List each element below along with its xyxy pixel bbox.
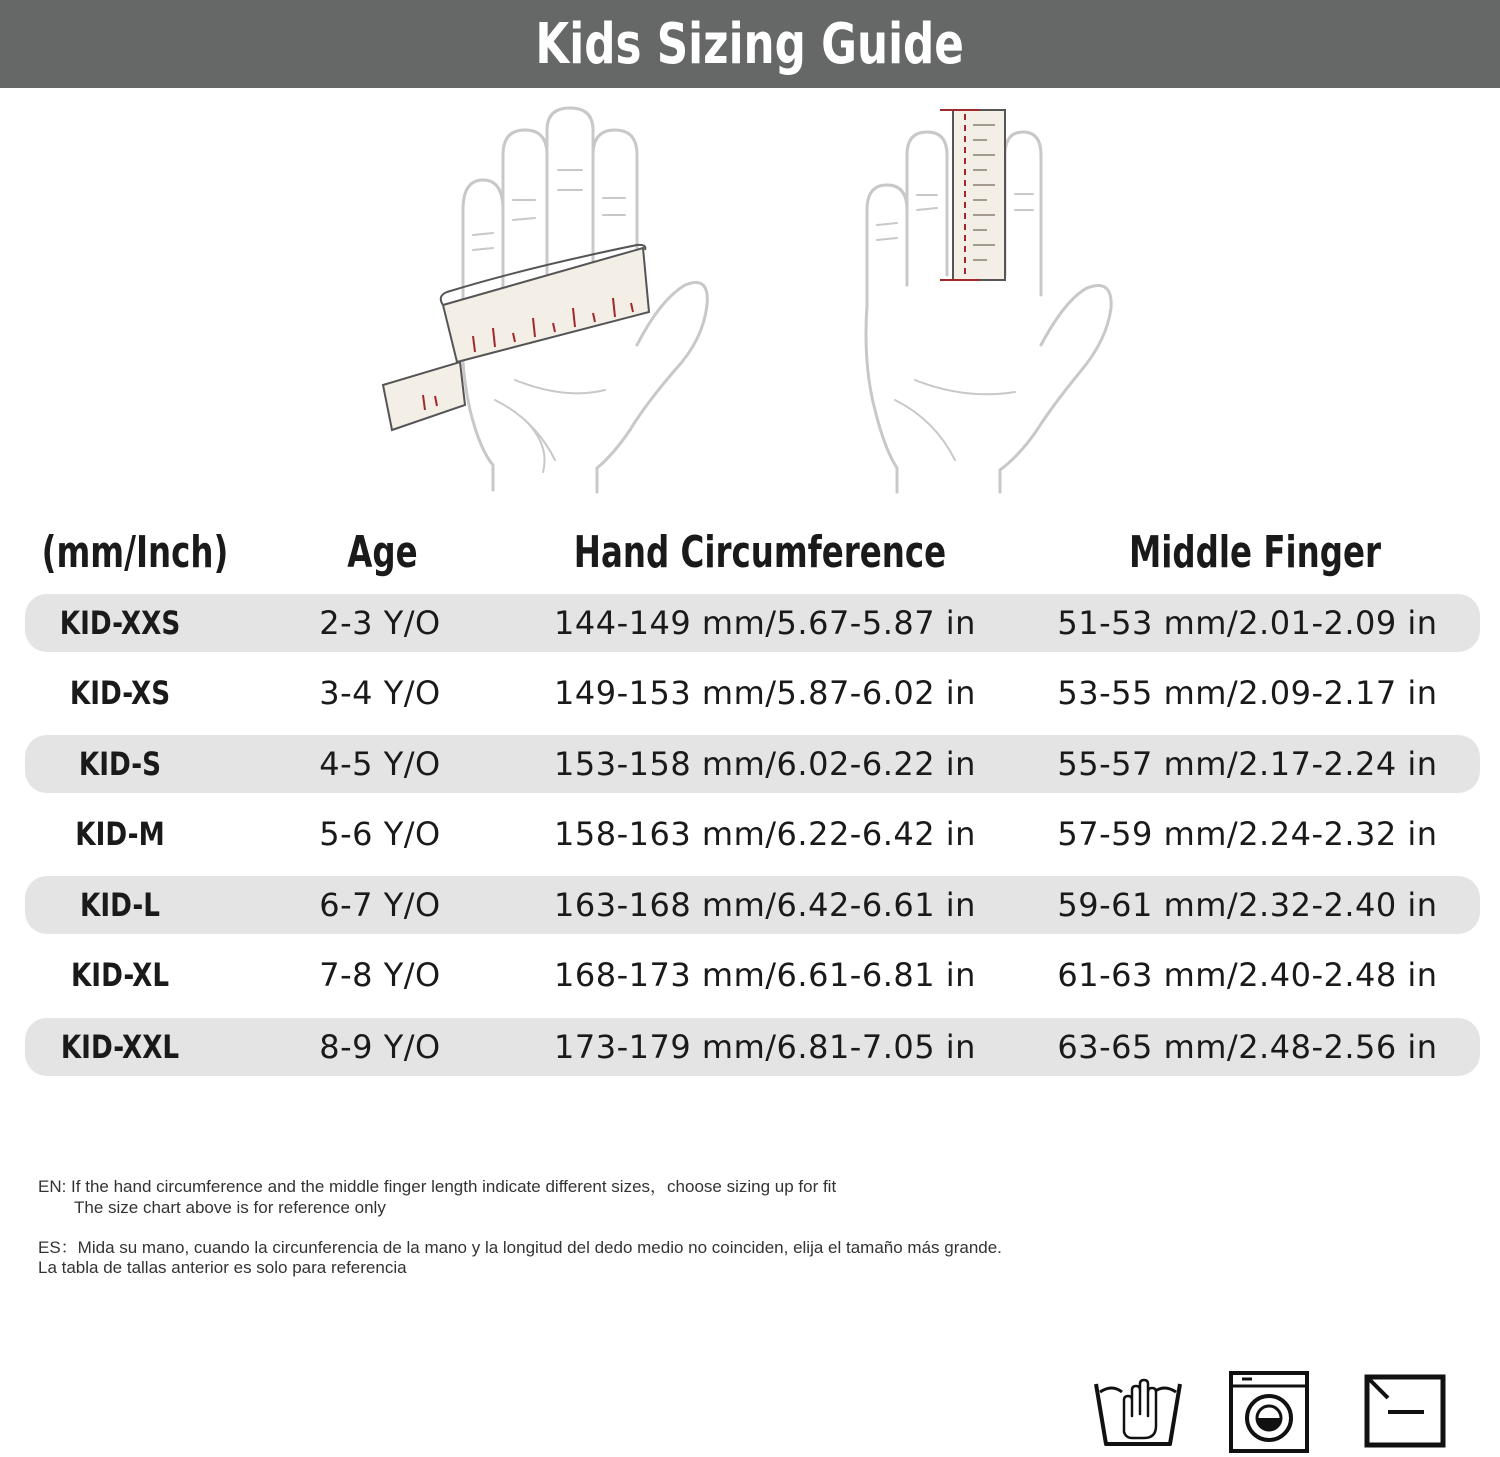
table-row [25, 1018, 1480, 1076]
note-en-line2: The size chart above is for reference only [74, 1198, 386, 1217]
finger-cell: 63-65 mm/2.48-2.56 in [1057, 1028, 1438, 1066]
column-header-age: Age [347, 526, 418, 578]
size-cell: KID-XS [69, 674, 171, 712]
size-cell: KID-L [80, 886, 160, 924]
size-cell: KID-XL [70, 956, 170, 994]
column-header-unit: (mm/Inch) [41, 526, 229, 578]
age-cell: 4-5 Y/O [319, 745, 441, 783]
hand-cell: 153-158 mm/6.02-6.22 in [554, 745, 976, 783]
column-header-hand: Hand Circumference [573, 526, 947, 578]
age-cell: 8-9 Y/O [319, 1028, 441, 1066]
page-title: Kids Sizing Guide [535, 11, 965, 77]
table-row [25, 594, 1480, 652]
finger-cell: 53-55 mm/2.09-2.17 in [1057, 674, 1438, 712]
age-cell: 6-7 Y/O [319, 886, 441, 924]
middle-finger-illustration [855, 100, 1125, 500]
note-en-line1: EN: If the hand circumference and the middle finger length indicate different sizes，choose sizing up for fit [38, 1177, 837, 1196]
hand-circumference-illustration [375, 100, 720, 500]
machine-wash-icon [1228, 1370, 1310, 1454]
note-es-line1: ES：Mida su mano, cuando la circunferencia de la mano y la longitud del dedo medio no coinciden, elija el tamaño más grande. [38, 1238, 1002, 1257]
finger-cell: 51-53 mm/2.01-2.09 in [1057, 604, 1438, 642]
age-cell: 2-3 Y/O [319, 604, 441, 642]
finger-cell: 61-63 mm/2.40-2.48 in [1057, 956, 1438, 994]
finger-cell: 55-57 mm/2.17-2.24 in [1057, 745, 1438, 783]
table-row [25, 735, 1480, 793]
header-banner [0, 0, 1500, 88]
finger-cell: 57-59 mm/2.24-2.32 in [1057, 815, 1438, 853]
table-row [25, 946, 1480, 1004]
hand-cell: 149-153 mm/5.87-6.02 in [554, 674, 976, 712]
size-cell: KID-XXS [59, 604, 181, 642]
table-row [25, 664, 1480, 722]
hand-cell: 173-179 mm/6.81-7.05 in [554, 1028, 976, 1066]
size-cell: KID-XXL [60, 1028, 180, 1066]
hand-cell: 168-173 mm/6.61-6.81 in [554, 956, 976, 994]
finger-cell: 59-61 mm/2.32-2.40 in [1057, 886, 1438, 924]
age-cell: 7-8 Y/O [319, 956, 441, 994]
hand-cell: 158-163 mm/6.22-6.42 in [554, 815, 976, 853]
dry-flat-icon [1364, 1374, 1446, 1448]
age-cell: 5-6 Y/O [319, 815, 441, 853]
size-cell: KID-S [78, 745, 162, 783]
column-header-finger: Middle Finger [1128, 526, 1382, 578]
age-cell: 3-4 Y/O [319, 674, 441, 712]
hand-wash-icon [1092, 1370, 1184, 1450]
hand-cell: 144-149 mm/5.67-5.87 in [554, 604, 976, 642]
table-row [25, 805, 1480, 863]
hand-cell: 163-168 mm/6.42-6.61 in [554, 886, 976, 924]
note-es-line2: La tabla de tallas anterior es solo para referencia [38, 1258, 407, 1277]
table-row [25, 876, 1480, 934]
size-cell: KID-M [75, 815, 165, 853]
